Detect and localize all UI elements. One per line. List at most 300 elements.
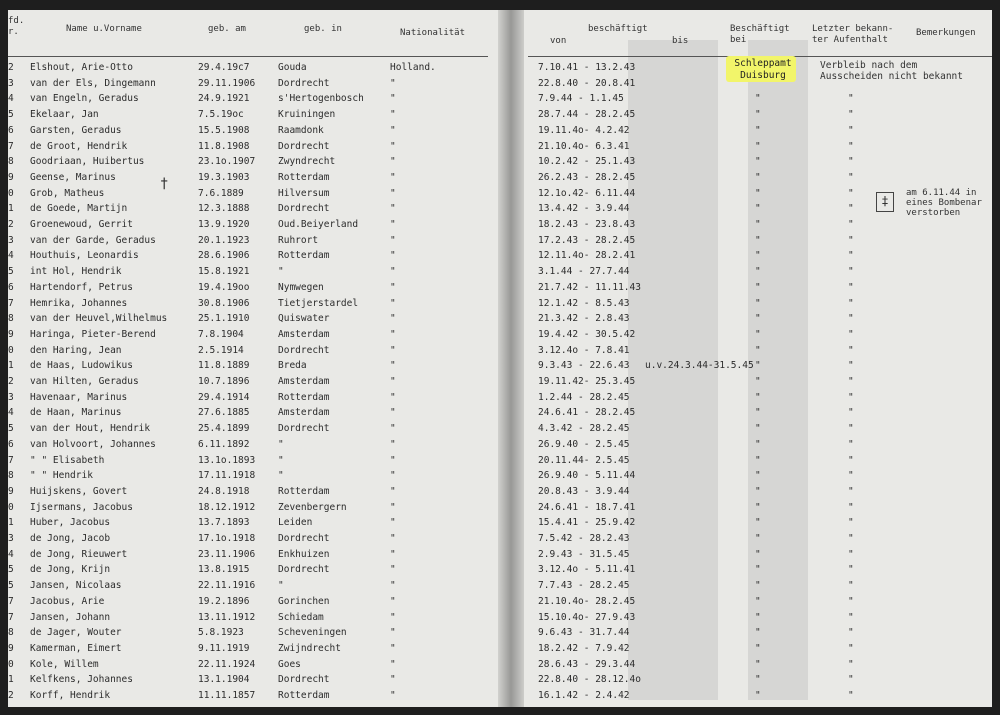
header-geb-am: geb. am: [208, 24, 246, 34]
cell-bei: ": [755, 250, 761, 262]
cell-bei: ": [755, 485, 761, 497]
cell-name: Kelfkens, Johannes: [30, 674, 133, 686]
cell-nr: 1: [8, 203, 14, 215]
cell-last: ": [848, 595, 854, 607]
cell-name: int Hol, Hendrik: [30, 266, 122, 278]
cell-last: ": [848, 438, 854, 450]
cell-bei: ": [755, 124, 761, 136]
cell-dob: 5.8.1923: [198, 627, 244, 639]
cell-nat: ": [390, 250, 396, 262]
table-row: [8, 343, 992, 358]
cell-nat: ": [390, 266, 396, 278]
cell-pob: Quiswater: [278, 313, 330, 325]
cell-dob: 13.9.1920: [198, 219, 250, 230]
cell-emp: 24.6.41 - 28.2.45: [538, 407, 636, 419]
cell-last: ": [848, 690, 854, 701]
table-row: [8, 437, 992, 452]
cell-pob: ": [278, 438, 284, 450]
cell-nat: ": [390, 313, 396, 325]
cell-nr: 7: [8, 611, 14, 623]
cell-name: van Engeln, Geradus: [30, 93, 139, 105]
table-row: [8, 594, 992, 609]
table-row: [8, 139, 992, 154]
cell-bei: ": [755, 391, 761, 403]
cell-nat: ": [390, 124, 396, 136]
cell-name: van Holvoort, Johannes: [30, 438, 156, 450]
cell-last: ": [848, 297, 854, 309]
cell-name: " " Hendrik: [30, 470, 93, 482]
cell-last: ": [848, 156, 854, 168]
table-row: [8, 123, 992, 138]
table-row: [8, 672, 992, 687]
cell-dob: 13.8.1915: [198, 564, 250, 576]
table-row: [8, 170, 992, 185]
cell-pob: Zwijndrecht: [278, 642, 341, 654]
cell-name: de Jong, Jacob: [30, 533, 111, 544]
cell-name: Hartendorf, Petrus: [30, 281, 133, 293]
table-row: [8, 531, 992, 546]
cell-last: ": [848, 360, 854, 372]
cell-nat: ": [390, 109, 396, 121]
header-beschaeftigt-bei: Beschäftigt bei: [730, 24, 790, 45]
cell-nat: ": [390, 391, 396, 403]
cell-nat: ": [390, 595, 396, 607]
cell-nat: ": [390, 658, 396, 670]
table-row: [8, 248, 992, 263]
cell-last: ": [848, 124, 854, 136]
cell-dob: 15.5.1908: [198, 124, 250, 136]
cell-emp: 19.11.4o- 4.2.42: [538, 124, 630, 136]
cell-name: van der Els, Dingemann: [30, 77, 156, 89]
cell-nr: 5: [8, 266, 14, 278]
cell-bei: ": [755, 423, 761, 435]
cell-last: ": [848, 376, 854, 387]
cell-nr: 1: [8, 674, 14, 686]
cell-last: ": [848, 266, 854, 278]
cell-nat: ": [390, 564, 396, 576]
cell-dob: 18.12.1912: [198, 501, 256, 513]
table-row: [8, 76, 992, 91]
cell-pob: ": [278, 470, 284, 482]
cell-bei: ": [755, 313, 761, 325]
cell-nat: ": [390, 423, 396, 435]
cell-bei: ": [755, 266, 761, 278]
cell-nat: ": [390, 485, 396, 497]
table-row: [8, 60, 992, 75]
last-stay-note: Verbleib nach dem Ausscheiden nicht bekannt: [820, 60, 963, 82]
cell-emp: 28.6.43 - 29.3.44: [538, 658, 636, 670]
cell-bei: ": [755, 93, 761, 105]
cell-name: Geense, Marinus: [30, 171, 116, 183]
cell-pob: Dordrecht: [278, 564, 330, 576]
cell-pob: Dordrecht: [278, 140, 330, 152]
cell-bei: ": [755, 297, 761, 309]
cell-dob: 2.5.1914: [198, 344, 244, 356]
cell-pob: Leiden: [278, 517, 313, 529]
header-lfd-nr: fd. r.: [8, 16, 25, 37]
cell-dob: 11.11.1857: [198, 690, 256, 701]
cell-nat: ": [390, 297, 396, 309]
cell-nat: ": [390, 517, 396, 529]
cell-nr: 5: [8, 580, 14, 592]
cell-dob: 28.6.1906: [198, 250, 250, 262]
cell-pob: Gorinchen: [278, 595, 330, 607]
cell-pob: Amsterdam: [278, 328, 330, 340]
cell-nr: 6: [8, 281, 14, 293]
cell-nat: ": [390, 77, 396, 89]
cell-pob: ": [278, 266, 284, 278]
cell-name: Jansen, Nicolaas: [30, 580, 122, 592]
cell-pob: Tietjerstardel: [278, 297, 359, 309]
cell-last: ": [848, 454, 854, 466]
cell-pob: Rotterdam: [278, 690, 330, 701]
cell-emp: 21.7.42 - 11.11.43: [538, 281, 641, 293]
remark-note: am 6.11.44 in eines Bombenar verstorben: [906, 188, 982, 218]
cell-dob: 7.5.19oc: [198, 109, 244, 121]
cell-pob: Dordrecht: [278, 344, 330, 356]
death-cross-icon: †: [160, 176, 169, 192]
cell-nr: 3: [8, 391, 14, 403]
cell-pob: Nymwegen: [278, 281, 324, 293]
cell-dob: 19.2.1896: [198, 595, 250, 607]
cell-name: Groenewoud, Gerrit: [30, 219, 133, 230]
cell-emp: 7.9.44 - 1.1.45: [538, 93, 624, 105]
cell-name: van Hilten, Geradus: [30, 376, 139, 387]
cell-nr: 7: [8, 595, 14, 607]
table-row: [8, 625, 992, 640]
cell-emp: 9.3.43 - 22.6.43: [538, 360, 630, 372]
cell-nr: 0: [8, 187, 14, 199]
cell-nr: 4: [8, 93, 14, 105]
cell-bei: ": [755, 533, 761, 544]
cell-nr: 2: [8, 376, 14, 387]
cell-name: Huijskens, Govert: [30, 485, 128, 497]
cell-last: ": [848, 423, 854, 435]
cell-last: ": [848, 611, 854, 623]
cell-nr: 7: [8, 297, 14, 309]
document-page: [8, 10, 992, 707]
table-row: [8, 264, 992, 279]
cell-dob: 13.1o.1893: [198, 454, 256, 466]
cell-nr: 2: [8, 219, 14, 230]
table-row: [8, 296, 992, 311]
cell-emp: 7.5.42 - 28.2.43: [538, 533, 630, 544]
cell-bei: ": [755, 156, 761, 168]
cell-emp: 3.12.4o - 5.11.41: [538, 564, 636, 576]
cell-name: Jacobus, Arie: [30, 595, 105, 607]
cell-pob: Dordrecht: [278, 674, 330, 686]
cell-pob: Rotterdam: [278, 391, 330, 403]
cell-dob: 9.11.1919: [198, 642, 250, 654]
cell-last: ": [848, 485, 854, 497]
cell-emp: 12.1o.42- 6.11.44: [538, 187, 636, 199]
cell-last: ": [848, 219, 854, 230]
table-row: [8, 201, 992, 216]
cell-name: Korff, Hendrik: [30, 690, 111, 701]
cell-last: ": [848, 580, 854, 592]
cell-pob: Ruhrort: [278, 234, 319, 246]
cell-last: ": [848, 140, 854, 152]
cell-nat: ": [390, 690, 396, 701]
cell-emp: 9.6.43 - 31.7.44: [538, 627, 630, 639]
cell-emp: 26.9.40 - 5.11.44: [538, 470, 636, 482]
cell-pob: Amsterdam: [278, 407, 330, 419]
cell-last: ": [848, 564, 854, 576]
header-rule-left: [8, 56, 488, 57]
table-row: [8, 311, 992, 326]
cell-dob: 13.11.1912: [198, 611, 256, 623]
cell-emp: 26.9.40 - 2.5.45: [538, 438, 630, 450]
cell-pob: s'Hertogenbosch: [278, 93, 364, 105]
cell-emp: 19.11.42- 25.3.45: [538, 376, 636, 387]
cell-last: ": [848, 187, 854, 199]
cell-nr: 3: [8, 533, 14, 544]
cell-pob: Raamdonk: [278, 124, 324, 136]
cell-emp: 20.11.44- 2.5.45: [538, 454, 630, 466]
cell-last: ": [848, 250, 854, 262]
header-beschaeftigt: beschäftigt: [588, 24, 648, 34]
cell-dob: 7.8.1904: [198, 328, 244, 340]
cell-dob: 19.3.1903: [198, 171, 250, 183]
remark-symbol-icon: ‡: [876, 192, 894, 212]
cell-emp: 16.1.42 - 2.4.42: [538, 690, 630, 701]
cell-last: ": [848, 391, 854, 403]
cell-emp: 2.9.43 - 31.5.45: [538, 548, 630, 560]
cell-name: de Goede, Martijn: [30, 203, 128, 215]
cell-emp: 28.7.44 - 28.2.45: [538, 109, 636, 121]
cell-emp: 12.1.42 - 8.5.43: [538, 297, 630, 309]
cell-bei: ": [755, 627, 761, 639]
cell-nat: ": [390, 438, 396, 450]
cell-last: ": [848, 674, 854, 686]
cell-nat: Holland.: [390, 62, 436, 73]
table-row: [8, 217, 992, 232]
cell-last: ": [848, 171, 854, 183]
cell-nat: ": [390, 501, 396, 513]
cell-name: van der Hout, Hendrik: [30, 423, 151, 435]
cell-nr: 5: [8, 109, 14, 121]
cell-last: ": [848, 501, 854, 513]
cell-bei: ": [755, 203, 761, 215]
cell-name: Jansen, Johann: [30, 611, 111, 623]
header-nationalitaet: Nationalität: [400, 28, 466, 38]
cell-name: van der Garde, Geradus: [30, 234, 156, 246]
cell-dob: 19.4.19oo: [198, 281, 250, 293]
cell-nat: ": [390, 454, 396, 466]
cell-name: de Jong, Rieuwert: [30, 548, 128, 560]
cell-bei: ": [755, 580, 761, 592]
table-row: [8, 107, 992, 122]
cell-nat: ": [390, 281, 396, 293]
cell-nat: ": [390, 611, 396, 623]
cell-nr: 4: [8, 548, 14, 560]
cell-nr: 6: [8, 124, 14, 136]
cell-bei: ": [755, 328, 761, 340]
header-von: von: [550, 36, 567, 46]
cell-nr: 1: [8, 360, 14, 372]
cell-nr: 3: [8, 234, 14, 246]
cell-nat: ": [390, 360, 396, 372]
cell-nr: 7: [8, 140, 14, 152]
cell-last: ": [848, 658, 854, 670]
cell-pob: Dordrecht: [278, 77, 330, 89]
cell-dob: 15.8.1921: [198, 266, 250, 278]
cell-dob: 12.3.1888: [198, 203, 250, 215]
cell-last: ": [848, 234, 854, 246]
header-bemerkungen: Bemerkungen: [916, 28, 976, 38]
cell-last: ": [848, 313, 854, 325]
cell-pob: Rotterdam: [278, 250, 330, 262]
cell-name: Grob, Matheus: [30, 187, 105, 199]
cell-nr: 8: [8, 627, 14, 639]
header-bis: bis: [672, 36, 689, 46]
cell-last: ": [848, 627, 854, 639]
cell-bei: ": [755, 109, 761, 121]
cell-pob: Kruiningen: [278, 109, 336, 121]
cell-nr: 9: [8, 328, 14, 340]
cell-emp: 13.4.42 - 3.9.44: [538, 203, 630, 215]
cell-name: de Haan, Marinus: [30, 407, 122, 419]
cell-nr: 2: [8, 690, 14, 701]
cell-name: Kamerman, Eimert: [30, 642, 122, 654]
cell-dob: 29.4.19c7: [198, 62, 250, 73]
cell-dob: 22.11.1924: [198, 658, 256, 670]
cell-dob: 27.6.1885: [198, 407, 250, 419]
cell-nat: ": [390, 203, 396, 215]
cell-name: Ekelaar, Jan: [30, 109, 99, 121]
cell-bei: ": [755, 376, 761, 387]
cell-pob: Hilversum: [278, 187, 330, 199]
cell-dob: 10.7.1896: [198, 376, 250, 387]
cell-name: den Haring, Jean: [30, 344, 122, 356]
cell-nat: ": [390, 187, 396, 199]
cell-emp: 3.1.44 - 27.7.44: [538, 266, 630, 278]
cell-pob: Scheveningen: [278, 627, 347, 639]
cell-name: Kole, Willem: [30, 658, 99, 670]
cell-emp: 7.7.43 - 28.2.45: [538, 580, 630, 592]
cell-emp: 22.8.40 - 20.8.41: [538, 77, 636, 89]
cell-nat: ": [390, 171, 396, 183]
cell-nat: ": [390, 627, 396, 639]
cell-dob: 24.8.1918: [198, 485, 250, 497]
table-row: [8, 484, 992, 499]
cell-emp: 12.11.4o- 28.2.41: [538, 250, 636, 262]
cell-bei: ": [755, 611, 761, 623]
cell-nr: 1: [8, 517, 14, 529]
cell-emp: 19.4.42 - 30.5.42: [538, 328, 636, 340]
header-letzter-aufenthalt: Letzter bekann- ter Aufenthalt: [812, 24, 894, 45]
cell-pob: Gouda: [278, 62, 307, 73]
cell-bei: ": [755, 642, 761, 654]
cell-dob: 11.8.1889: [198, 360, 250, 372]
cell-nr: 7: [8, 454, 14, 466]
cell-emp: 3.12.4o - 7.8.41: [538, 344, 630, 356]
cell-nat: ": [390, 548, 396, 560]
cell-nr: 2: [8, 62, 14, 73]
cell-bei: ": [755, 171, 761, 183]
cell-pob: ": [278, 454, 284, 466]
cell-nat: ": [390, 344, 396, 356]
cell-nr: 9: [8, 171, 14, 183]
cell-nr: 8: [8, 313, 14, 325]
table-row: [8, 154, 992, 169]
cell-bei: ": [755, 564, 761, 576]
cell-nr: 5: [8, 423, 14, 435]
table-row: [8, 657, 992, 672]
cell-nat: ": [390, 533, 396, 544]
table-row: [8, 468, 992, 483]
cell-nat: ": [390, 642, 396, 654]
cell-dob: 29.4.1914: [198, 391, 250, 403]
cell-name: Goodriaan, Huibertus: [30, 156, 145, 168]
cell-last: ": [848, 203, 854, 215]
cell-name: de Jager, Wouter: [30, 627, 122, 639]
table-row: [8, 405, 992, 420]
cell-name: Hemrika, Johannes: [30, 297, 128, 309]
cell-dob: 13.1.1904: [198, 674, 250, 686]
cell-pob: ": [278, 580, 284, 592]
cell-bei: ": [755, 187, 761, 199]
cell-bei: ": [755, 674, 761, 686]
cell-nr: 5: [8, 564, 14, 576]
cell-nr: 4: [8, 407, 14, 419]
cell-bei: ": [755, 360, 761, 372]
cell-pob: Goes: [278, 658, 301, 670]
cell-emp: 15.10.4o- 27.9.43: [538, 611, 636, 623]
cell-emp: 21.10.4o- 6.3.41: [538, 140, 630, 152]
cell-name: Garsten, Geradus: [30, 124, 122, 136]
cell-nat: ": [390, 234, 396, 246]
cell-emp: 18.2.43 - 23.8.43: [538, 219, 636, 230]
cell-pob: Zevenbergern: [278, 501, 347, 513]
cell-nr: 6: [8, 438, 14, 450]
cell-pob: Rotterdam: [278, 171, 330, 183]
cell-pob: Rotterdam: [278, 485, 330, 497]
cell-bei: ": [755, 501, 761, 513]
cell-pob: Dordrecht: [278, 203, 330, 215]
cell-last: ": [848, 93, 854, 105]
cell-emp: 20.8.43 - 3.9.44: [538, 485, 630, 497]
cell-name: Haringa, Pieter-Berend: [30, 328, 156, 340]
cell-last: ": [848, 407, 854, 419]
table-row: [8, 547, 992, 562]
cell-dob: 25.4.1899: [198, 423, 250, 435]
cell-dob: 24.9.1921: [198, 93, 250, 105]
cell-nat: ": [390, 140, 396, 152]
cell-nr: 9: [8, 485, 14, 497]
cell-pob: Breda: [278, 360, 307, 372]
table-row: [8, 688, 992, 703]
cell-name: van der Heuvel,Wilhelmus: [30, 313, 168, 325]
cell-bei: ": [755, 407, 761, 419]
table-row: [8, 374, 992, 389]
cell-name: Ijsermans, Jacobus: [30, 501, 133, 513]
cell-name: de Jong, Krijn: [30, 564, 111, 576]
header-geb-in: geb. in: [304, 24, 342, 34]
cell-last: ": [848, 517, 854, 529]
cell-bei: ": [755, 690, 761, 701]
cell-emp: 22.8.40 - 28.12.4o: [538, 674, 641, 686]
table-row: [8, 91, 992, 106]
cell-nat: ": [390, 93, 396, 105]
cell-emp: 15.4.41 - 25.9.42: [538, 517, 636, 529]
cell-emp: 7.10.41 - 13.2.43: [538, 62, 636, 73]
cell-emp: 24.6.41 - 18.7.41: [538, 501, 636, 513]
table-row: [8, 562, 992, 577]
cell-emp: 21.10.4o- 28.2.45: [538, 595, 636, 607]
header-name: Name u.Vorname: [66, 24, 142, 34]
cell-last: ": [848, 470, 854, 482]
